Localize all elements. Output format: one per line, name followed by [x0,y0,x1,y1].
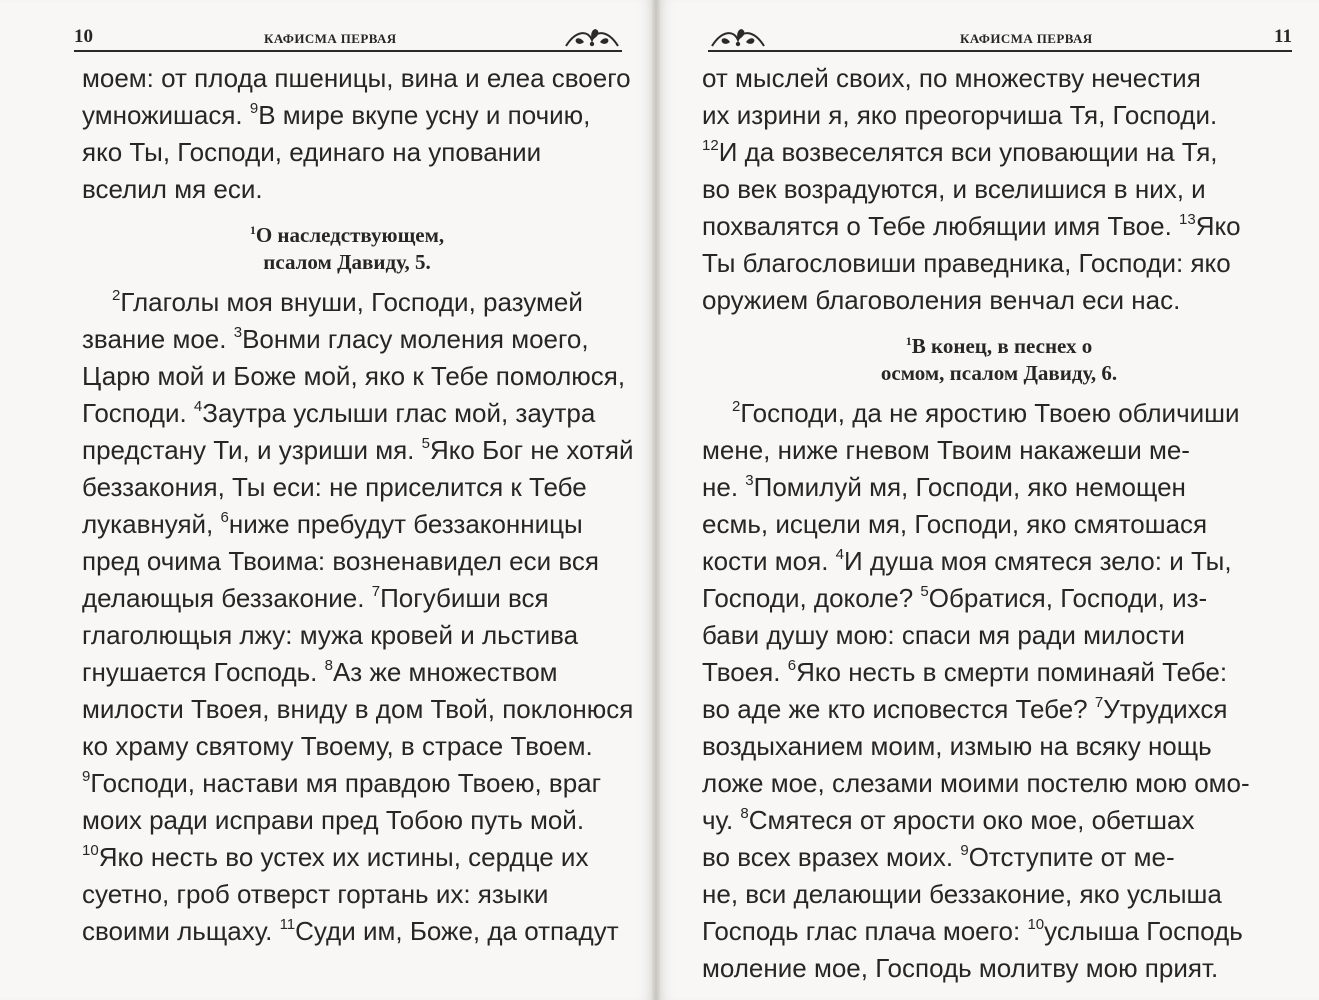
line-text: во век возрадуются, и вселишися в них, и [702,174,1206,204]
text-line [82,284,612,321]
text-line [702,765,1296,802]
text-line [82,654,612,691]
verse-number: 10 [82,842,99,859]
line-text: О наследствующем, [255,223,445,247]
line-text: ниже пребудут беззаконницы [228,509,583,539]
line-text: ко храму святому Твоему, в страсе Твоем. [82,731,593,761]
text-line [82,617,612,654]
page-number: 11 [1274,26,1292,47]
book-gutter [652,0,660,1000]
verse-number: 4 [835,546,844,563]
running-title: КАФИСМА ПЕРВАЯ [264,31,397,46]
text-line [702,60,1296,97]
line-text: В конец, в песнех о [911,334,1093,358]
verse-number: 1 [249,223,256,237]
line-text: Господи. [82,398,187,428]
text-line [702,728,1296,765]
text-line [702,876,1296,913]
verse-number: 2 [112,287,121,304]
line-text: Глаголы моя внуши, Господи, разумей [120,287,583,317]
line-text: Царю мой и Боже мой, яко к Тебе помолюся, [82,361,626,391]
text-line [82,134,612,171]
page-number: 10 [74,26,93,47]
verse-number: 9 [960,842,969,859]
line-text: Отступите от ме- [968,842,1175,872]
line-text: предстану Ти, и узриши мя. [82,435,415,465]
line-text: лукавнуяй, [82,509,214,539]
line-text: во всех вразех моих. [702,842,954,872]
line-text: услыша Господь [1044,916,1243,946]
text-line [82,60,631,97]
line-text: Яко Бог не хотяй [429,435,634,465]
line-text: не, вси делающии беззаконие, яко услыша [702,879,1222,909]
line-text: суетно, гроб отверст гортань их: языки [82,879,549,909]
text-line [82,839,612,876]
line-text: во аде же кто исповестся Тебе? [702,694,1088,724]
verse-number: 6 [220,509,229,526]
line-text: пред очима Твоима: возненавидел еси вся [82,546,599,576]
line-text: беззакония, Ты еси: не приселится к Тебе [82,472,587,502]
line-text: Заутра услыши глас мой, заутра [202,398,596,428]
line-text: псалом Давиду, 5. [263,250,431,274]
line-text: ложе мое, слезами моими постелю мою омо- [702,768,1250,798]
text-line [82,802,612,839]
line-text: Господи, доколе? [702,583,914,613]
text-line [702,839,1296,876]
line-text: Обратися, Господи, из- [928,583,1208,613]
psalm-heading [702,333,1296,360]
verse-number: 6 [787,657,797,674]
line-text: Яко [1195,211,1241,241]
line-text: Помилуй мя, Господи, яко немощен [753,472,1186,502]
verse-number: 8 [740,805,749,822]
text-line [702,691,1296,728]
line-text: Аз же множеством [332,657,558,687]
line-text: кости моя. [702,546,829,576]
floral-ornament-icon [562,22,622,50]
line-text: В мире вкупе усну и почию, [258,100,591,130]
verse-number: 3 [233,324,243,341]
line-text: мене, ниже гневом Твоим накажеши ме- [702,435,1190,465]
line-text: делающыя беззаконие. [82,583,365,613]
psalm-heading [82,249,612,276]
line-text: вселил мя еси. [82,174,263,204]
running-title: КАФИСМА ПЕРВАЯ [960,31,1093,46]
verse-number: 12 [702,137,719,154]
line-text: яко Ты, Господи, единаго на уповании [82,137,542,167]
line-text: И да возвеселятся вси уповающии на Тя, [718,137,1218,167]
verse-number: 4 [193,398,203,415]
line-text: моление мое, Господь молитву мою прият. [702,953,1219,983]
verse-number: 7 [371,583,381,600]
text-line [82,506,612,543]
text-line [82,913,619,950]
line-text: похвалятся о Тебе любящии имя Твое. [702,211,1172,241]
line-text: Смятеся от ярости око мое, обетшах [748,805,1195,835]
right-page [660,0,1319,1000]
text-line [82,728,612,765]
line-text: Суди им, Боже, да отпадут [295,916,619,946]
text-line [82,171,612,208]
line-text: от мыслей своих, по множеству нечестия [702,63,1201,93]
text-line [82,321,612,358]
line-text: Вонми гласу моления моего, [242,324,589,354]
text-line [82,469,612,506]
verse-number: 8 [324,657,333,674]
text-line [82,543,612,580]
line-text: Господь глас плача моего: [702,916,1021,946]
text-line [702,506,1296,543]
line-text: гнушается Господь. [82,657,318,687]
line-text: Господи, да не яростию Твоею обличиши [740,398,1240,428]
text-line [702,432,1296,469]
line-text: Яко несть в смерти поминаяй Тебе: [796,657,1228,687]
text-line [702,245,1296,282]
line-text: глаголющыя лжу: мужа кровей и льстива [82,620,579,650]
line-text: не. [702,472,739,502]
text-line [82,691,634,728]
line-text: Погубиши вся [380,583,549,613]
verse-number: 7 [1094,694,1104,711]
text-line [702,913,1296,950]
text-line [702,134,1296,171]
text-line [82,97,612,134]
right-page-header [708,22,1292,52]
line-text: И душа моя смятеся зело: и Ты, [844,546,1232,576]
text-line [702,171,1296,208]
verse-number: 11 [279,916,296,933]
line-text: бави душу мою: спаси мя ради милости [702,620,1185,650]
text-line [82,580,612,617]
text-line [82,765,612,802]
psalm-heading [82,222,612,249]
verse-number: 13 [1179,211,1196,228]
verse-number: 9 [82,768,91,785]
text-line [702,469,1296,506]
text-line [702,580,1296,617]
left-page-text [82,60,634,950]
line-text: оружием благоволения венчал еси нас. [702,285,1181,315]
line-text: их изрини я, яко преогорчиша Тя, Господи. [702,100,1218,130]
line-text: умножишася. [82,100,243,130]
line-text: есмь, исцели мя, Господи, яко смятошася [702,509,1208,539]
text-line [702,950,1296,987]
text-line [702,208,1296,245]
text-line [82,876,612,913]
text-line [702,282,1296,319]
text-line [702,543,1296,580]
verse-number: 10 [1027,916,1045,933]
line-text: Яко несть во устех их истины, сердце их [98,842,589,872]
line-text: Господи, настави мя правдою Твоею, враг [90,768,602,798]
verse-number: 5 [421,435,430,452]
right-page-text [702,60,1296,987]
line-text: моем: от плода пшеницы, вина и елеа своего [82,63,631,93]
line-text: звание мое. [82,324,227,354]
text-line [82,358,626,395]
line-text: Твоея. [702,657,781,687]
text-line [702,617,1296,654]
psalm-heading [702,360,1296,387]
left-page [0,0,652,1000]
line-text: чу. [702,805,734,835]
text-line [702,395,1296,432]
text-line [82,432,634,469]
text-line [702,654,1296,691]
line-text: своими льщаху. [82,916,273,946]
line-text: воздыханием моим, измыю на всяку нощь [702,731,1212,761]
line-text: осмом, псалом Давиду, 6. [880,361,1118,385]
left-page-header [74,22,622,52]
line-text: Ты благословиши праведника, Господи: яко [702,248,1231,278]
verse-number: 2 [732,398,741,415]
line-text: милости Твоея, вниду в дом Твой, поклонюся [82,694,634,724]
line-text: моих ради исправи пред Тобою путь мой. [82,805,585,835]
text-line [702,802,1296,839]
text-line [702,97,1296,134]
verse-number: 5 [920,583,929,600]
verse-number: 9 [249,100,259,117]
floral-ornament-icon [708,22,768,50]
line-text: Утрудихся [1103,694,1228,724]
text-line [82,395,612,432]
verse-number: 3 [745,472,754,489]
verse-number: 1 [905,334,912,348]
